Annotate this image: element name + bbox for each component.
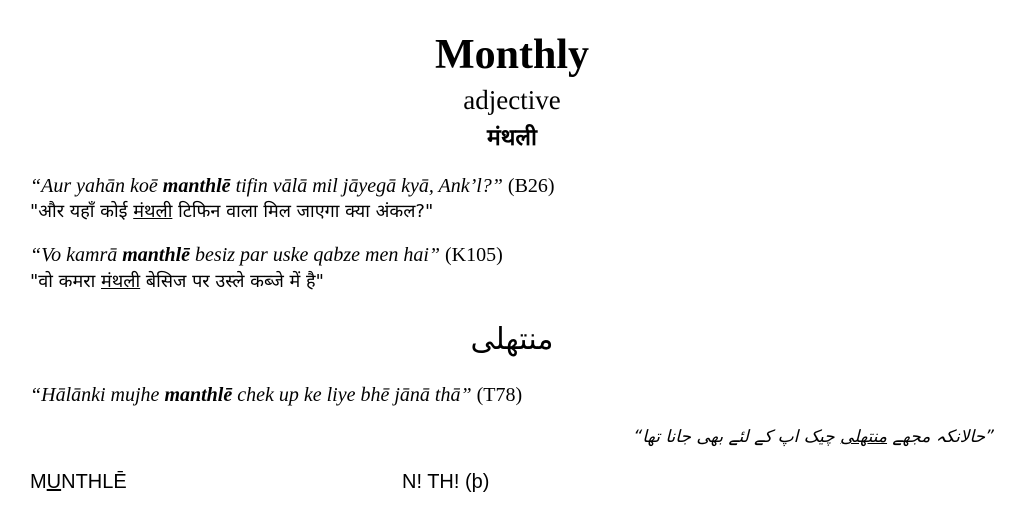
example-3-keyword: manthlē	[164, 384, 233, 406]
example-2-keyword: manthlē	[122, 244, 191, 266]
pronunciation-spelling	[30, 470, 127, 494]
example-1-translit-text: “Aur yahān koē	[30, 175, 163, 197]
pronunciation-part-1: M	[30, 471, 47, 493]
example-1-citation: (B26)	[502, 175, 555, 197]
urdu-headword: منتھلی	[470, 322, 554, 357]
pronunciation-stressed-letter: U	[46, 471, 62, 493]
example-2-hindi	[30, 270, 324, 294]
example-3-urdu	[633, 424, 994, 450]
example-3-urdu-text-end: چیک اپ کے لئے بھی جانا تھا“	[633, 427, 841, 447]
example-2-translit-text: “Vo kamrā	[30, 244, 123, 266]
example-2-translit-text-end: besiz par uske qabze men hai”	[190, 244, 441, 266]
example-1-translit-text-end: tifin vālā mil jāyegā kyā, Ank’l?”	[230, 175, 503, 197]
example-3-translit-text-end: chek up ke liye bhē jānā thā”	[232, 384, 472, 406]
pronunciation-code: N! TH! (þ)	[402, 471, 490, 493]
example-2-hindi-keyword: मंथली	[101, 271, 141, 292]
example-3-translit-text: “Hālānki mujhe	[30, 384, 165, 406]
example-1-transliteration	[30, 174, 555, 198]
pronunciation-part-2: NTHLĒ	[61, 471, 127, 493]
example-1-hindi	[30, 200, 433, 224]
example-2-hindi-text: "वो कमरा	[30, 271, 102, 292]
example-3-urdu-text: ”حالانکہ مجھے	[887, 427, 994, 447]
example-2-transliteration	[30, 243, 503, 267]
example-3-transliteration	[30, 383, 522, 407]
hindi-headword: मंथली	[486, 125, 537, 151]
example-3-urdu-keyword: منتھلی	[840, 427, 888, 447]
example-1-hindi-text: "और यहाँ कोई	[30, 201, 134, 222]
example-2-citation: (K105)	[440, 244, 503, 266]
example-3-citation: (T78)	[471, 384, 523, 406]
example-1-keyword: manthlē	[162, 175, 231, 197]
part-of-speech: adjective	[463, 85, 561, 115]
example-1-hindi-text-end: टिफिन वाला मिल जाएगा क्या अंकल?"	[172, 201, 434, 222]
headword: Monthly	[434, 32, 589, 78]
example-1-hindi-keyword: मंथली	[133, 201, 173, 222]
example-2-hindi-text-end: बेसिज पर उस्ले कब्जे में है"	[140, 271, 324, 292]
